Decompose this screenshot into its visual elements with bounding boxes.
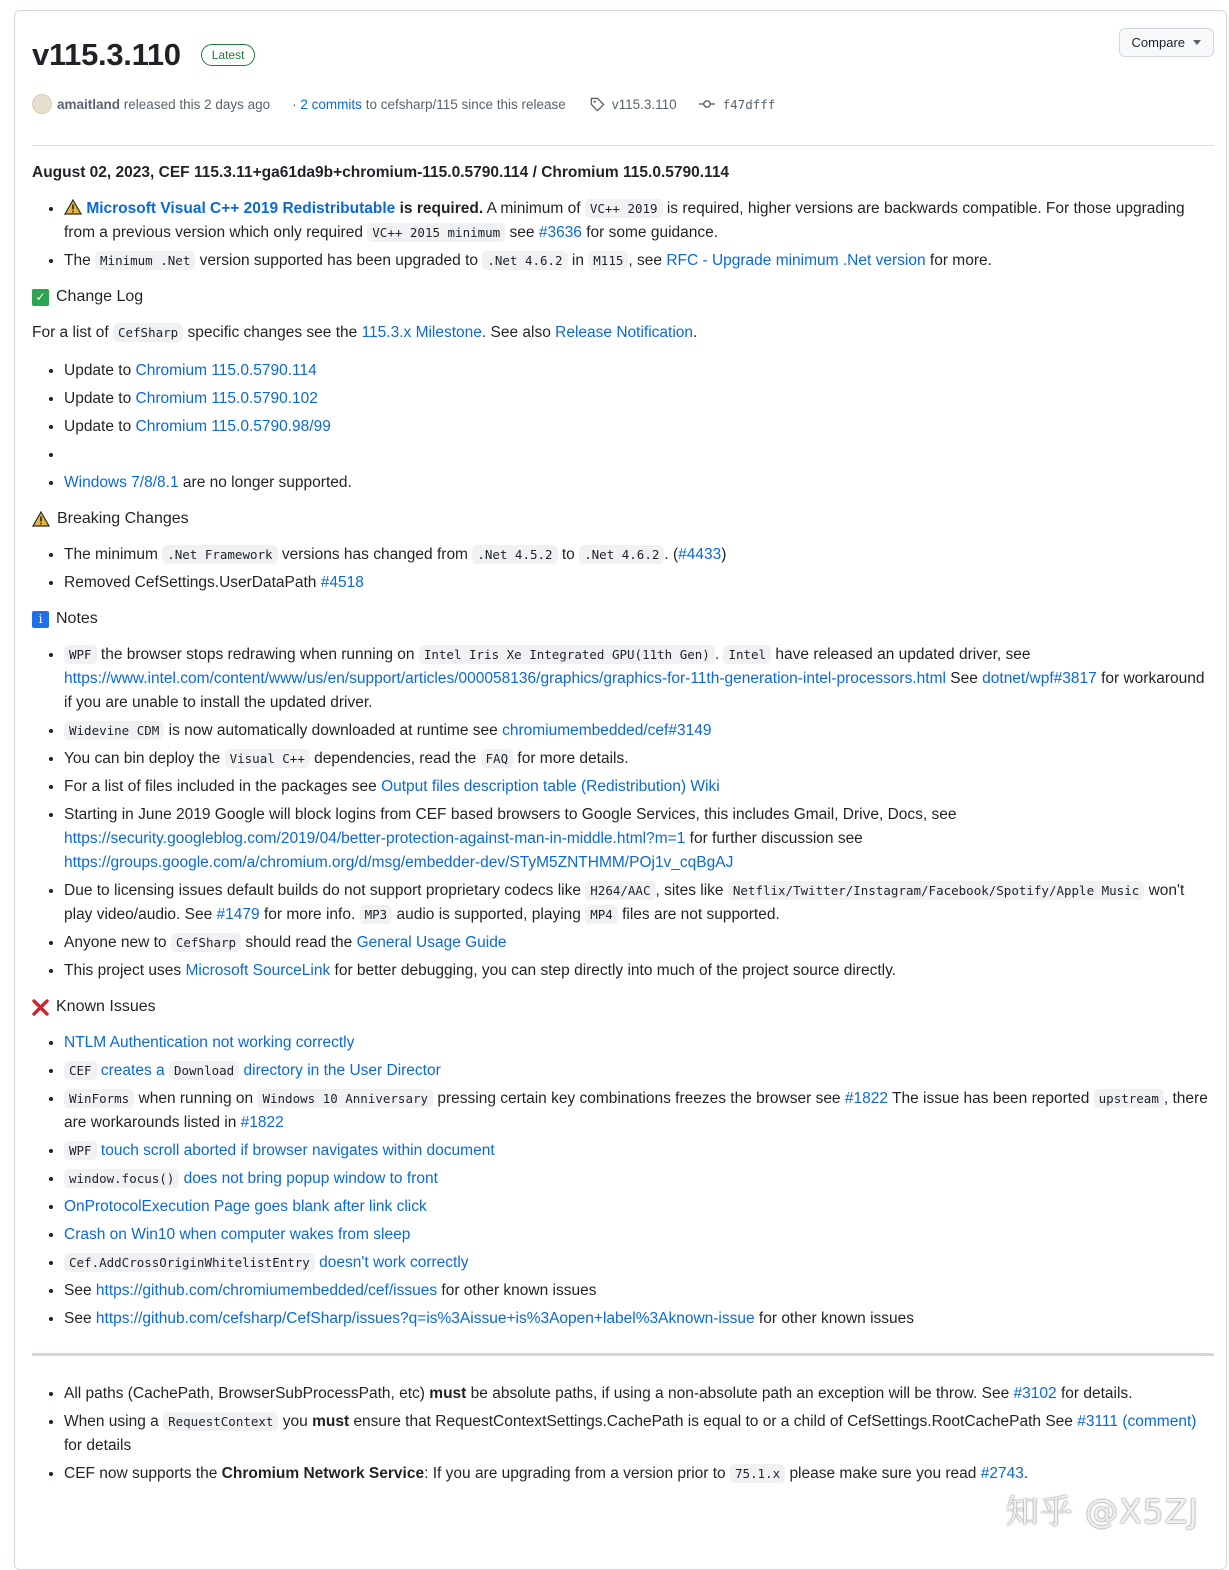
chevron-down-icon bbox=[1193, 40, 1201, 46]
text: versions has changed from bbox=[281, 546, 468, 563]
text: , there are workarounds listed in bbox=[64, 1090, 1208, 1131]
text: Removed CefSettings.UserDataPath bbox=[64, 574, 317, 591]
usage-guide-link[interactable]: General Usage Guide bbox=[356, 934, 507, 951]
known-issue-link[interactable]: Crash on Win10 when computer wakes from sleep bbox=[64, 1226, 411, 1243]
bold-text: must bbox=[312, 1413, 350, 1430]
text: for more info. bbox=[263, 906, 356, 923]
text: Anyone new to bbox=[64, 934, 167, 951]
code: .Net 4.6.2 bbox=[482, 251, 567, 270]
list-item bbox=[64, 1462, 1214, 1486]
text: for some guidance. bbox=[586, 224, 719, 241]
author-link[interactable]: amaitland bbox=[57, 96, 121, 112]
known-issues-heading bbox=[32, 995, 1214, 1019]
code: FAQ bbox=[481, 749, 514, 768]
warning-icon bbox=[64, 199, 82, 215]
list-item bbox=[64, 1087, 1214, 1135]
release-heading: August 02, 2023, CEF 115.3.11+ga61da9b+chromium-115.0.5790.114 / Chromium 115.0.5790.114 bbox=[32, 164, 730, 181]
text: See bbox=[64, 1282, 92, 1299]
code: MP4 bbox=[585, 905, 618, 924]
issue-link[interactable]: #1479 bbox=[216, 906, 260, 923]
header-divider bbox=[32, 145, 1214, 146]
known-issue-link[interactable] bbox=[64, 1142, 495, 1159]
list-item bbox=[64, 249, 1214, 273]
notes-list bbox=[32, 643, 1214, 983]
chromium-update-link[interactable]: Chromium 115.0.5790.114 bbox=[135, 362, 317, 379]
text: for details. bbox=[1060, 1385, 1133, 1402]
googleblog-link[interactable]: https://security.googleblog.com/2019/04/better-protection-against-man-in-middle.html?m=1 bbox=[64, 830, 686, 847]
code: window.focus() bbox=[64, 1169, 179, 1188]
dot-separator: · bbox=[292, 96, 301, 112]
list-item bbox=[64, 1307, 1214, 1331]
chromium-update-link[interactable]: Chromium 115.0.5790.98/99 bbox=[135, 418, 331, 435]
issue-link[interactable]: #1822 bbox=[240, 1114, 284, 1131]
code: Intel bbox=[723, 645, 771, 664]
list-item bbox=[64, 1167, 1214, 1191]
text: CEF now supports the bbox=[64, 1465, 218, 1482]
text: for more. bbox=[929, 252, 992, 269]
text: for workaround if you are unable to install the updated driver. bbox=[64, 670, 1205, 711]
compare-label: Compare bbox=[1131, 35, 1185, 50]
tag-link[interactable]: v115.3.110 bbox=[611, 96, 677, 112]
list-item bbox=[64, 879, 1214, 927]
text: doesn't work correctly bbox=[319, 1254, 469, 1271]
text: Update to bbox=[64, 418, 132, 435]
list-item bbox=[64, 471, 1214, 495]
text: have released an updated driver, see bbox=[775, 646, 1031, 663]
text: audio is supported, playing bbox=[396, 906, 581, 923]
text: for better debugging, you can step directly into much of the project source directly. bbox=[334, 962, 896, 979]
text: you bbox=[282, 1413, 308, 1430]
text: The bbox=[64, 252, 91, 269]
code: .Net Framework bbox=[162, 545, 277, 564]
list-item bbox=[64, 747, 1214, 771]
latest-badge: Latest bbox=[201, 44, 256, 66]
issue-link[interactable]: #3102 bbox=[1013, 1385, 1057, 1402]
code: upstream bbox=[1094, 1089, 1164, 1108]
text: for other known issues bbox=[441, 1282, 597, 1299]
milestone-link[interactable]: 115.3.x Milestone bbox=[361, 324, 482, 341]
list-item bbox=[64, 359, 1214, 383]
changelog-list bbox=[32, 359, 1214, 495]
text: be absolute paths, if using a non-absolute path an exception will be throw. See bbox=[470, 1385, 1010, 1402]
issue-link[interactable]: #4433 bbox=[678, 546, 722, 563]
google-groups-link[interactable]: https://groups.google.com/a/chromium.org/d/msg/embedder-dev/STyM5ZNTHMM/POj1v_cqBgAJ bbox=[64, 854, 734, 871]
text: should read the bbox=[245, 934, 353, 951]
bold-text: Chromium Network Service bbox=[221, 1465, 425, 1482]
comment-link[interactable]: (comment) bbox=[1122, 1413, 1197, 1430]
text: . bbox=[714, 646, 720, 663]
list-item bbox=[64, 775, 1214, 799]
code: WPF bbox=[64, 645, 97, 664]
text: , see bbox=[628, 252, 662, 269]
code: .Net 4.5.2 bbox=[472, 545, 557, 564]
text: This project uses bbox=[64, 962, 182, 979]
text: directory in the User Director bbox=[243, 1062, 441, 1079]
list-item bbox=[64, 443, 1214, 467]
changelog-heading bbox=[32, 285, 1214, 309]
section-title: Change Log bbox=[56, 288, 144, 305]
list-item bbox=[64, 1279, 1214, 1303]
notes-heading bbox=[32, 607, 1214, 631]
section-title: Breaking Changes bbox=[57, 510, 189, 527]
list-item bbox=[64, 415, 1214, 439]
code: Widevine CDM bbox=[64, 721, 164, 740]
list-item bbox=[64, 1251, 1214, 1275]
known-issues-list bbox=[32, 1031, 1214, 1331]
sourcelink-link[interactable]: Microsoft SourceLink bbox=[185, 962, 331, 979]
text: for other known issues bbox=[758, 1310, 914, 1327]
list-item bbox=[64, 387, 1214, 411]
commits-link[interactable]: 2 commits bbox=[300, 96, 362, 112]
wiki-link[interactable]: Output files description table (Redistribution) Wiki bbox=[381, 778, 720, 795]
commit-icon bbox=[699, 98, 715, 110]
check-icon: ✓ bbox=[32, 289, 49, 306]
text: touch scroll aborted if browser navigates within document bbox=[100, 1142, 495, 1159]
list-item bbox=[64, 571, 1214, 595]
is-required-text: is required. bbox=[399, 200, 484, 217]
text: For a list of bbox=[32, 324, 109, 341]
list-item bbox=[64, 1223, 1214, 1247]
section-divider bbox=[32, 1353, 1214, 1356]
text: in bbox=[571, 252, 584, 269]
wpf-issue-link[interactable]: dotnet/wpf#3817 bbox=[982, 670, 1097, 687]
text: The minimum bbox=[64, 546, 158, 563]
windows-link[interactable]: Windows 7/8/8.1 bbox=[64, 474, 179, 491]
known-issue-link[interactable]: OnProtocolExecution Page goes blank after link click bbox=[64, 1198, 427, 1215]
text: The issue has been reported bbox=[892, 1090, 1090, 1107]
text: For a list of files included in the packages see bbox=[64, 778, 377, 795]
list-item bbox=[64, 1059, 1214, 1083]
text: . bbox=[1023, 1465, 1029, 1482]
text: dependencies, read the bbox=[314, 750, 477, 767]
list-item bbox=[64, 643, 1214, 715]
text: is required, higher versions are backwards compatible. For those upgrading from a previous version which only required bbox=[64, 200, 1185, 241]
release-version-title[interactable]: v115.3.110 bbox=[32, 37, 181, 72]
known-issue-link[interactable] bbox=[64, 1062, 441, 1079]
commit-link[interactable]: f47dfff bbox=[722, 96, 776, 112]
text: All paths (CachePath, BrowserSubProcessPath, etc) bbox=[64, 1385, 425, 1402]
known-issue-link[interactable]: NTLM Authentication not working correctly bbox=[64, 1034, 355, 1051]
code: CEF bbox=[64, 1061, 97, 1080]
text: ) bbox=[721, 546, 727, 563]
code: M115 bbox=[588, 251, 628, 270]
text: for more details. bbox=[517, 750, 629, 767]
cefsharp-issues-link[interactable]: https://github.com/cefsharp/CefSharp/issues?q=is%3Aissue+is%3Aopen+label%3Aknown-issue bbox=[95, 1310, 755, 1327]
text: . See also bbox=[481, 324, 551, 341]
text: creates a bbox=[100, 1062, 165, 1079]
release-card bbox=[14, 10, 1227, 1570]
intro-list bbox=[32, 197, 1214, 273]
known-issue-link[interactable] bbox=[64, 1254, 469, 1271]
list-item bbox=[64, 1139, 1214, 1163]
cef-issue-link[interactable]: chromiumembedded/cef#3149 bbox=[502, 722, 712, 739]
code: Minimum .Net bbox=[95, 251, 195, 270]
chromium-update-link[interactable]: Chromium 115.0.5790.102 bbox=[135, 390, 318, 407]
text: please make sure you read bbox=[789, 1465, 977, 1482]
text: ensure that RequestContextSettings.CachePath is equal to or a child of CefSettings.RootCachePath See bbox=[353, 1413, 1073, 1430]
section-title: Notes bbox=[56, 610, 98, 627]
release-title-row bbox=[32, 37, 255, 73]
intel-link[interactable]: https://www.intel.com/content/www/us/en/support/articles/000058136/graphics/graphics-for-11th-generation-intel-processors.html bbox=[64, 670, 946, 687]
text: You can bin deploy the bbox=[64, 750, 221, 767]
code: CefSharp bbox=[113, 323, 183, 342]
text: for further discussion see bbox=[689, 830, 863, 847]
list-item bbox=[64, 1031, 1214, 1055]
issue-link[interactable]: #3111 bbox=[1077, 1413, 1119, 1430]
code: Intel Iris Xe Integrated GPU(11th Gen) bbox=[419, 645, 715, 664]
compare-button[interactable] bbox=[1119, 28, 1214, 57]
section-title: Known Issues bbox=[56, 998, 156, 1015]
code: WinForms bbox=[64, 1089, 134, 1108]
list-item bbox=[64, 197, 1214, 245]
code: CefSharp bbox=[171, 933, 241, 952]
issue-link[interactable]: #3636 bbox=[538, 224, 582, 241]
text: won't play video/audio. See bbox=[64, 882, 1185, 923]
text: when running on bbox=[138, 1090, 254, 1107]
code: RequestContext bbox=[163, 1412, 278, 1431]
list-item bbox=[64, 1195, 1214, 1219]
known-issue-link[interactable] bbox=[64, 1170, 438, 1187]
list-item bbox=[64, 1410, 1214, 1458]
code: H264/AAC bbox=[585, 881, 655, 900]
released-text: released this 2 days ago bbox=[123, 96, 271, 112]
text: for details bbox=[64, 1437, 132, 1454]
issue-link[interactable]: #2743 bbox=[980, 1465, 1024, 1482]
list-item bbox=[64, 959, 1214, 983]
text: see bbox=[509, 224, 535, 241]
text: See bbox=[64, 1310, 92, 1327]
text: the browser stops redrawing when running on bbox=[100, 646, 415, 663]
text: Due to licensing issues default builds do not support proprietary codecs like bbox=[64, 882, 581, 899]
code: Cef.AddCrossOriginWhitelistEntry bbox=[64, 1253, 315, 1272]
text: to bbox=[561, 546, 575, 563]
issue-link[interactable]: #4518 bbox=[320, 574, 364, 591]
list-item bbox=[64, 543, 1214, 567]
text: . ( bbox=[664, 546, 679, 563]
commits-suffix: to cefsharp/115 since this release bbox=[365, 96, 566, 112]
bold-text: must bbox=[429, 1385, 467, 1402]
avatar[interactable] bbox=[32, 94, 52, 114]
text: . bbox=[693, 324, 698, 341]
code: WPF bbox=[64, 1141, 97, 1160]
text: specific changes see the bbox=[187, 324, 358, 341]
code: MP3 bbox=[360, 905, 393, 924]
list-item bbox=[64, 719, 1214, 743]
code: 75.1.x bbox=[730, 1464, 785, 1483]
info-icon: i bbox=[32, 611, 49, 628]
code: VC++ 2015 minimum bbox=[367, 223, 505, 242]
watermark: 知乎 @X5ZJ bbox=[1005, 1492, 1199, 1531]
text: does not bring popup window to front bbox=[183, 1170, 438, 1187]
list-item bbox=[64, 931, 1214, 955]
text: files are not supported. bbox=[622, 906, 780, 923]
code: VC++ 2019 bbox=[585, 199, 663, 218]
warning-icon bbox=[32, 511, 50, 527]
rfc-link[interactable]: RFC - Upgrade minimum .Net version bbox=[666, 252, 926, 269]
release-body bbox=[32, 161, 1214, 1490]
issue-link[interactable]: #1822 bbox=[844, 1090, 888, 1107]
code: .Net 4.6.2 bbox=[579, 545, 664, 564]
list-item bbox=[64, 1382, 1214, 1406]
text: Update to bbox=[64, 390, 132, 407]
text: A minimum of bbox=[486, 200, 581, 217]
list-item bbox=[64, 803, 1214, 875]
text: pressing certain key combinations freezes the browser see bbox=[437, 1090, 841, 1107]
cross-icon bbox=[32, 999, 49, 1016]
tag-icon bbox=[590, 97, 605, 112]
text: , sites like bbox=[655, 882, 724, 899]
footer-list bbox=[32, 1382, 1214, 1486]
changelog-intro bbox=[32, 321, 1214, 345]
text: Update to bbox=[64, 362, 132, 379]
text: When using a bbox=[64, 1413, 159, 1430]
code: Download bbox=[169, 1061, 239, 1080]
text: is now automatically downloaded at runtime see bbox=[168, 722, 498, 739]
text: are no longer supported. bbox=[182, 474, 352, 491]
breaking-heading bbox=[32, 507, 1214, 531]
text: : If you are upgrading from a version prior to bbox=[424, 1465, 726, 1482]
code: Windows 10 Anniversary bbox=[257, 1089, 433, 1108]
cef-issues-link[interactable]: https://github.com/chromiumembedded/cef/issues bbox=[95, 1282, 438, 1299]
text: See bbox=[950, 670, 978, 687]
release-meta bbox=[32, 94, 775, 114]
code: Netflix/Twitter/Instagram/Facebook/Spotify/Apple Music bbox=[728, 881, 1144, 900]
release-notification-link[interactable]: Release Notification bbox=[555, 324, 694, 341]
breaking-list bbox=[32, 543, 1214, 595]
text: version supported has been upgraded to bbox=[199, 252, 478, 269]
vcredist-link[interactable]: Microsoft Visual C++ 2019 Redistributable bbox=[86, 200, 396, 217]
code: Visual C++ bbox=[225, 749, 310, 768]
text: Starting in June 2019 Google will block logins from CEF based browsers to Google Services, this includes Gmail, Drive, Docs, see bbox=[64, 806, 957, 823]
